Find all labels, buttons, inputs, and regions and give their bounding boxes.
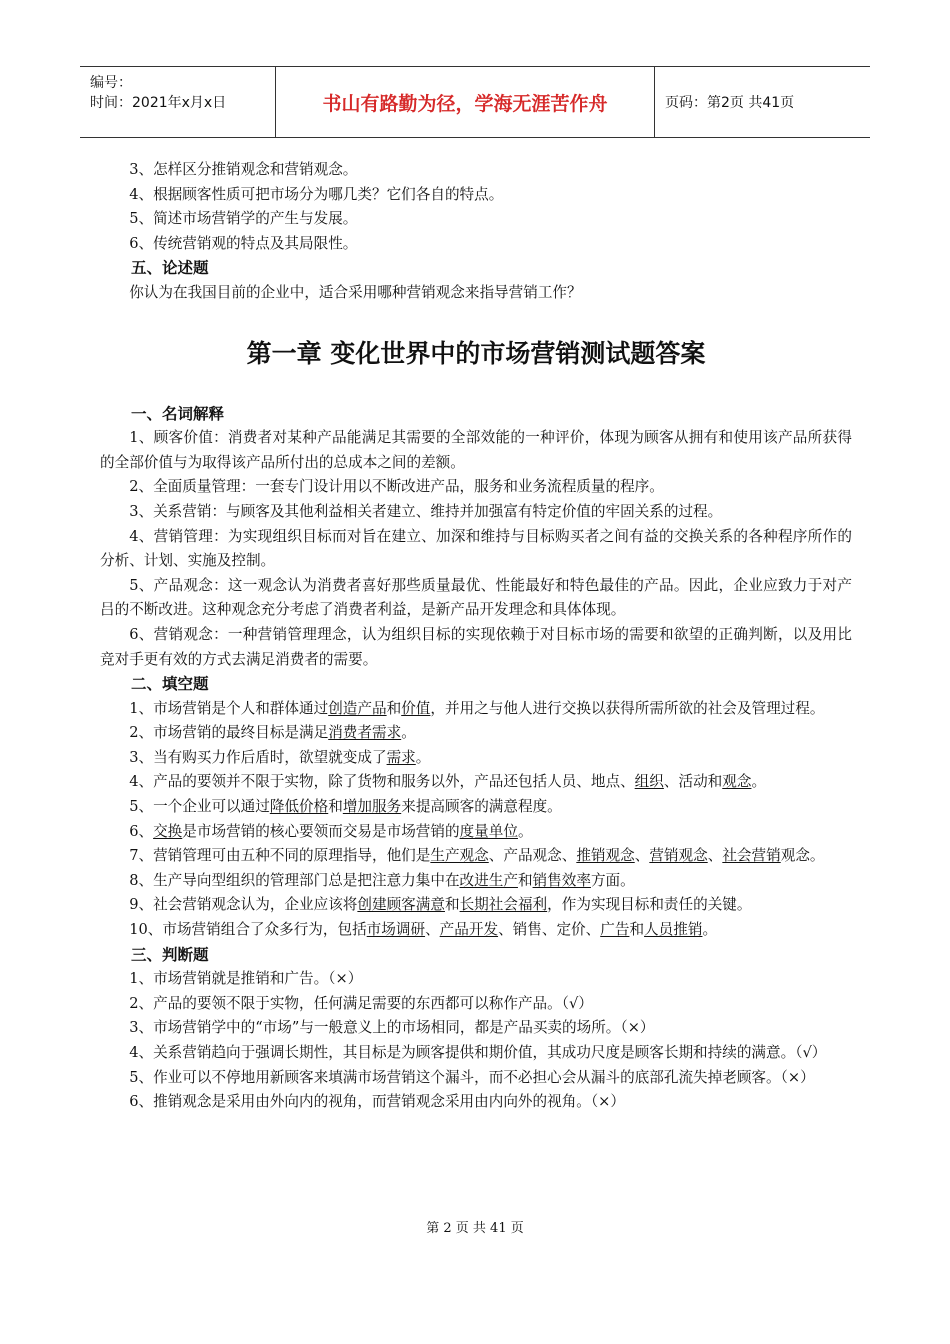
page-header bbox=[80, 66, 870, 138]
doc-number-label: 编号： bbox=[90, 75, 132, 91]
underlined-answer: 创造产品 bbox=[328, 699, 387, 717]
item-text: 和 bbox=[629, 921, 645, 939]
underlined-answer: 需求 bbox=[386, 748, 416, 766]
underlined-answer: 度量单位 bbox=[459, 822, 518, 840]
underlined-answer: 价值 bbox=[401, 699, 431, 717]
underlined-answer: 降低价格 bbox=[269, 798, 329, 816]
underlined-answer: 广告 bbox=[600, 921, 630, 939]
item-text: 、 bbox=[634, 847, 650, 865]
section-heading-definitions: 一、名词解释 bbox=[131, 404, 225, 423]
underlined-answer: 人员推销 bbox=[644, 921, 703, 939]
item-text: 。 bbox=[401, 724, 416, 742]
definition-item: 5、产品观念：这一观念认为消费者喜好那些质量最优、性能最好和特色最佳的产品。因此，企业应致力于对产吕的不断改进。这种观念充分考虑了消费者利益，是新产品开发理念和具体体现。 bbox=[100, 576, 852, 619]
header-motto: 书山有路勤为径，学海无涯苦作舟 bbox=[275, 67, 655, 137]
item-text: 6、 bbox=[129, 822, 154, 840]
underlined-answer: 营销观念 bbox=[649, 847, 708, 865]
section-heading-true-false: 三、判断题 bbox=[131, 945, 209, 964]
underlined-answer: 生产观念 bbox=[430, 847, 489, 865]
definition-item: 1、顾客价值：消费者对某种产品能满足其需要的全部效能的一种评价，体现为顾客从拥有和使用该产品所获得的全部价值与为取得该产品所付出的总成本之间的差额。 bbox=[100, 429, 852, 471]
item-text: 来提高顾客的满意程度。 bbox=[401, 798, 562, 816]
true-false-item: 6、推销观念是采用由外向内的视角，而营销观念采用由内向外的视角。（×） bbox=[129, 1093, 625, 1111]
header-page-info: 页码：第2页 共41页 bbox=[665, 95, 795, 111]
underlined-answer: 组织 bbox=[634, 773, 664, 791]
underlined-answer: 改进生产 bbox=[459, 871, 518, 889]
item-text: 和 bbox=[444, 896, 460, 914]
underlined-answer: 创建顾客满意 bbox=[357, 896, 445, 914]
underlined-answer: 产品开发 bbox=[439, 921, 499, 939]
item-text: 和 bbox=[328, 798, 343, 816]
item-text: 和 bbox=[517, 871, 533, 889]
item-text: 3、当有购买力作后盾时，欲望就变成了 bbox=[129, 748, 387, 766]
fill-blank-item bbox=[100, 893, 852, 918]
item-text: 8、生产导向型组织的管理部门总是把注意力集中在 bbox=[129, 871, 460, 889]
true-false-item: 2、产品的要领不限于实物，任何满足需要的东西都可以称作产品。（√） bbox=[129, 994, 593, 1012]
item-text: 观念。 bbox=[780, 847, 825, 865]
page-footer: 第 2 页 共 41 页 bbox=[426, 1221, 524, 1236]
item-text: 。 bbox=[517, 822, 533, 840]
fill-blank-item bbox=[100, 795, 852, 820]
essay-heading: 五、论述题 bbox=[131, 259, 209, 278]
fill-blank-item bbox=[100, 869, 852, 894]
item-text: 、产品观念、 bbox=[488, 847, 577, 865]
question-item: 3、怎样区分推销观念和营销观念。 bbox=[129, 161, 358, 178]
underlined-answer: 长期社会福利 bbox=[459, 896, 548, 914]
item-text: ，作为实现目标和责任的关键。 bbox=[547, 896, 752, 914]
section-heading-fill-blank: 二、填空题 bbox=[131, 675, 209, 694]
item-text: 4、产品的要领并不限于实物，除了货物和服务以外，产品还包括人员、地点、 bbox=[129, 773, 635, 791]
item-text: 。 bbox=[702, 921, 718, 939]
item-text: 1、市场营销是个人和群体通过 bbox=[129, 699, 329, 717]
item-text: 5、一个企业可以通过 bbox=[129, 798, 270, 816]
item-text: 9、社会营销观念认为，企业应该将 bbox=[129, 896, 358, 914]
fill-blank-item bbox=[100, 721, 852, 746]
fill-blank-item bbox=[100, 746, 852, 771]
item-text: 10、市场营销组合了众多行为，包括 bbox=[129, 921, 367, 939]
underlined-answer: 销售效率 bbox=[532, 871, 591, 889]
essay-question: 你认为在我国目前的企业中，适合采用哪种营销观念来指导营销工作？ bbox=[129, 283, 582, 301]
fill-blank-list bbox=[100, 697, 852, 943]
true-false-item: 5、作业可以不停地用新顾客来填满市场营销这个漏斗，而不必担心会从漏斗的底部孔流失掉老顾客。（×） bbox=[129, 1068, 815, 1086]
doc-date: 时间：2021年x月x日 bbox=[90, 95, 227, 111]
item-text: 方面。 bbox=[590, 871, 635, 889]
question-item: 6、传统营销观的特点及其局限性。 bbox=[129, 234, 358, 252]
fill-blank-item bbox=[100, 697, 852, 722]
underlined-answer: 观念 bbox=[722, 773, 752, 791]
underlined-answer: 市场调研 bbox=[366, 921, 426, 939]
underlined-answer: 消费者需求 bbox=[328, 724, 402, 742]
underlined-answer: 社会营销 bbox=[722, 847, 781, 865]
chapter-title: 第一章 变化世界中的市场营销测试题答案 bbox=[246, 338, 706, 368]
definition-item: 4、营销管理：为实现组织目标而对旨在建立、加深和维持与目标购买者之间有益的交换关系的各种程序所作的分析、计划、实施及控制。 bbox=[100, 527, 852, 570]
true-false-item: 3、市场营销学中的“市场”与一般意义上的市场相同，都是产品买卖的场所。（×） bbox=[129, 1019, 655, 1037]
definition-item: 3、关系营销：与顾客及其他利益相关者建立、维持并加强富有特定价值的牢固关系的过程。 bbox=[129, 502, 723, 520]
underlined-answer: 增加服务 bbox=[342, 798, 402, 816]
item-text: ，并用之与他人进行交换以获得所需所欲的社会及管理过程。 bbox=[430, 699, 825, 717]
underlined-answer: 推销观念 bbox=[576, 847, 635, 865]
item-text: 、活动和 bbox=[663, 773, 723, 791]
fill-blank-item bbox=[100, 770, 852, 795]
definition-item: 2、全面质量管理：一套专门设计用以不断改进产品，服务和业务流程质量的程序。 bbox=[129, 478, 664, 496]
underlined-answer: 交换 bbox=[153, 822, 183, 840]
fill-blank-item bbox=[100, 844, 852, 869]
item-text: 7、营销管理可由五种不同的原理指导，他们是 bbox=[129, 847, 431, 865]
definition-item: 6、营销观念：一种营销管理理念，认为组织目标的实现依赖于对目标市场的需要和欲望的正确判断，以及用比竞对手更有效的方式去满足消费者的需要。 bbox=[100, 625, 852, 668]
true-false-item: 1、市场营销就是推销和广告。（×） bbox=[129, 970, 363, 988]
item-text: 、 bbox=[425, 921, 440, 939]
item-text: 、销售、定价、 bbox=[498, 921, 601, 939]
fill-blank-item bbox=[100, 820, 852, 845]
header-meta bbox=[80, 67, 275, 137]
true-false-item: 4、关系营销趋向于强调长期性，其目标是为顾客提供和期价值，其成功尺度是顾客长期和持续的满意。（√） bbox=[129, 1044, 827, 1061]
item-text: 是市场营销的核心要领而交易是市场营销的 bbox=[182, 822, 460, 840]
item-text: 2、市场营销的最终目标是满足 bbox=[129, 724, 329, 742]
fill-blank-item bbox=[100, 918, 852, 943]
item-text: 和 bbox=[386, 699, 402, 717]
question-item: 5、简述市场营销学的产生与发展。 bbox=[129, 210, 358, 228]
document-body bbox=[100, 158, 852, 1115]
item-text: 。 bbox=[415, 748, 431, 766]
item-text: 。 bbox=[751, 773, 767, 791]
item-text: 、 bbox=[707, 847, 723, 865]
question-item: 4、根据顾客性质可把市场分为哪几类？它们各自的特点。 bbox=[129, 185, 504, 203]
